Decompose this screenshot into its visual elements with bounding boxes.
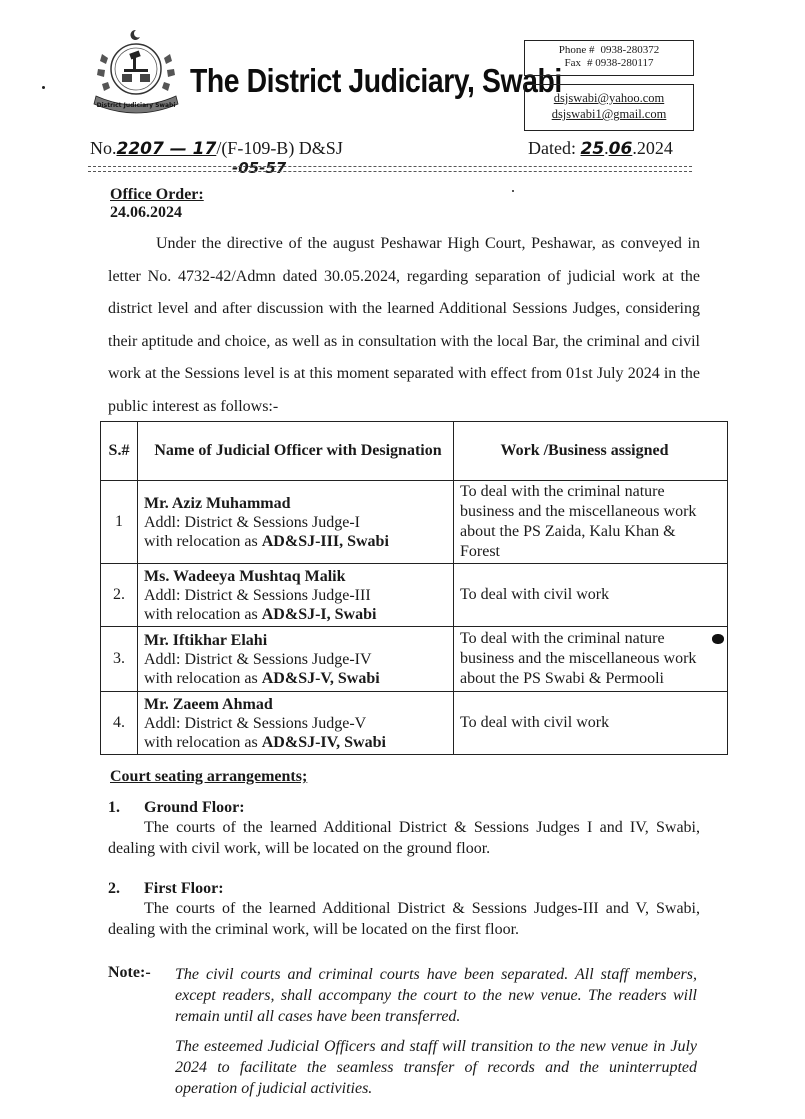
officer-name: Mr. Aziz Muhammad <box>144 494 291 512</box>
fax-row <box>525 57 693 70</box>
row-work: To deal with the criminal nature business and the miscellaneous work about the PS Swabi & Permooli <box>454 627 728 692</box>
handwritten-sub-number: -05-57 <box>232 159 287 177</box>
email-link[interactable]: dsjswabi1@gmail.com <box>551 107 667 121</box>
scan-speck <box>512 190 514 192</box>
fax-number: # 0938-280117 <box>586 57 654 69</box>
row-serial: 2. <box>101 564 138 627</box>
header-work: Work /Business assigned <box>454 422 728 481</box>
row-officer <box>138 564 454 627</box>
floor-title: Ground Floor: <box>144 799 245 816</box>
officer-relocation: with relocation as AD&SJ-IV, Swabi <box>144 733 386 751</box>
seating-item-first-floor <box>108 880 700 940</box>
assignment-table <box>100 421 728 755</box>
dated-label: Dated: <box>528 138 576 158</box>
fax-label: Fax <box>564 57 581 69</box>
row-serial: 3. <box>101 627 138 692</box>
handwritten-month: 06 <box>608 139 633 159</box>
note-paragraph: The civil courts and criminal courts have been separated. All staff members, except readers, shall accompany the court to the new venue. The readers will remain until all cases have been transferred. <box>175 966 697 1025</box>
officer-designation: Addl: District & Sessions Judge-IV <box>144 650 372 668</box>
svg-text:District Judiciary Swabi: District Judiciary Swabi <box>96 102 176 109</box>
row-officer <box>138 627 454 692</box>
header-divider <box>88 166 692 172</box>
table-row <box>101 564 728 627</box>
contact-phone-box <box>524 40 694 76</box>
office-order-heading: Office Order: <box>110 186 204 203</box>
note-body <box>175 964 697 1108</box>
judiciary-seal-logo <box>86 24 186 114</box>
office-order-paragraph <box>108 228 700 423</box>
organization-title: The District Judiciary, Swabi <box>190 62 562 99</box>
row-serial: 4. <box>101 692 138 755</box>
officer-name: Mr. Iftikhar Elahi <box>144 631 268 649</box>
note-paragraph: The esteemed Judicial Officers and staff will transition to the new venue in July 2024 to facilitate the seamless transfer of records and the uninterrupted operation of judicial activities. <box>175 1038 697 1097</box>
floor-title: First Floor: <box>144 880 224 897</box>
row-officer <box>138 692 454 755</box>
header-serial: S.# <box>101 422 138 481</box>
office-order-text: Under the directive of the august Peshawar High Court, Peshawar, as conveyed in letter No. 4732-42/Admn dated 30.05.2024, regarding separation of judicial work at the district level and after discussion with the learned Additional Sessions Judges, considering their aptitude and choice, as well as in consultation with the local Bar, the criminal and civil work at the Sessions level is at this moment separated with effect from 01st July 2024 in the public interest as follows:- <box>108 235 700 415</box>
floor-number: 1. <box>108 799 120 816</box>
row-officer <box>138 481 454 564</box>
floor-description: The courts of the learned Additional District & Sessions Judges-III and V, Swabi, dealing with the criminal work, will be located on the first floor. <box>108 900 700 938</box>
floor-number: 2. <box>108 880 120 897</box>
table-row <box>101 481 728 564</box>
row-work: To deal with civil work <box>454 692 728 755</box>
officer-designation: Addl: District & Sessions Judge-I <box>144 513 360 531</box>
officer-designation: Addl: District & Sessions Judge-V <box>144 714 367 732</box>
floor-description: The courts of the learned Additional District & Sessions Judges I and IV, Swabi, dealing with civil work, will be located on the ground floor. <box>108 819 700 857</box>
note-label: Note:- <box>108 964 151 981</box>
table-header-row <box>101 422 728 481</box>
handwritten-number: 2207 — 17 <box>116 139 217 159</box>
seating-heading: Court seating arrangements; <box>110 768 308 785</box>
contact-email-box <box>524 84 694 131</box>
email-link[interactable]: dsjswabi@yahoo.com <box>553 91 665 105</box>
scan-speck <box>42 86 45 89</box>
ink-blot <box>712 634 724 644</box>
phone-number: 0938-280372 <box>600 44 660 56</box>
phone-label: Phone # <box>558 44 595 56</box>
row-work: To deal with the criminal nature business and the miscellaneous work about the PS Zaida, Kalu Khan & Forest <box>454 481 728 564</box>
officer-name: Mr. Zaeem Ahmad <box>144 695 273 713</box>
dated-line: Dated: 25.06.2024 <box>528 138 673 159</box>
officer-name: Ms. Wadeeya Mushtaq Malik <box>144 567 346 585</box>
office-order-date: 24.06.2024 <box>110 204 182 221</box>
officer-relocation: with relocation as AD&SJ-III, Swabi <box>144 532 389 550</box>
seating-item-ground-floor <box>108 799 700 859</box>
officer-designation: Addl: District & Sessions Judge-III <box>144 586 371 604</box>
row-work: To deal with civil work <box>454 564 728 627</box>
table-row <box>101 692 728 755</box>
dated-year: .2024 <box>632 138 673 158</box>
reference-number <box>90 138 343 159</box>
officer-relocation: with relocation as AD&SJ-V, Swabi <box>144 669 380 687</box>
handwritten-day: 25 <box>580 139 605 159</box>
header-officer: Name of Judicial Officer with Designation <box>138 422 454 481</box>
phone-row <box>525 44 693 57</box>
officer-relocation: with relocation as AD&SJ-I, Swabi <box>144 605 377 623</box>
file-reference: /(F-109-B) D&SJ <box>216 138 343 158</box>
table-row <box>101 627 728 692</box>
reference-prefix: No. <box>90 138 117 158</box>
row-serial: 1 <box>101 481 138 564</box>
